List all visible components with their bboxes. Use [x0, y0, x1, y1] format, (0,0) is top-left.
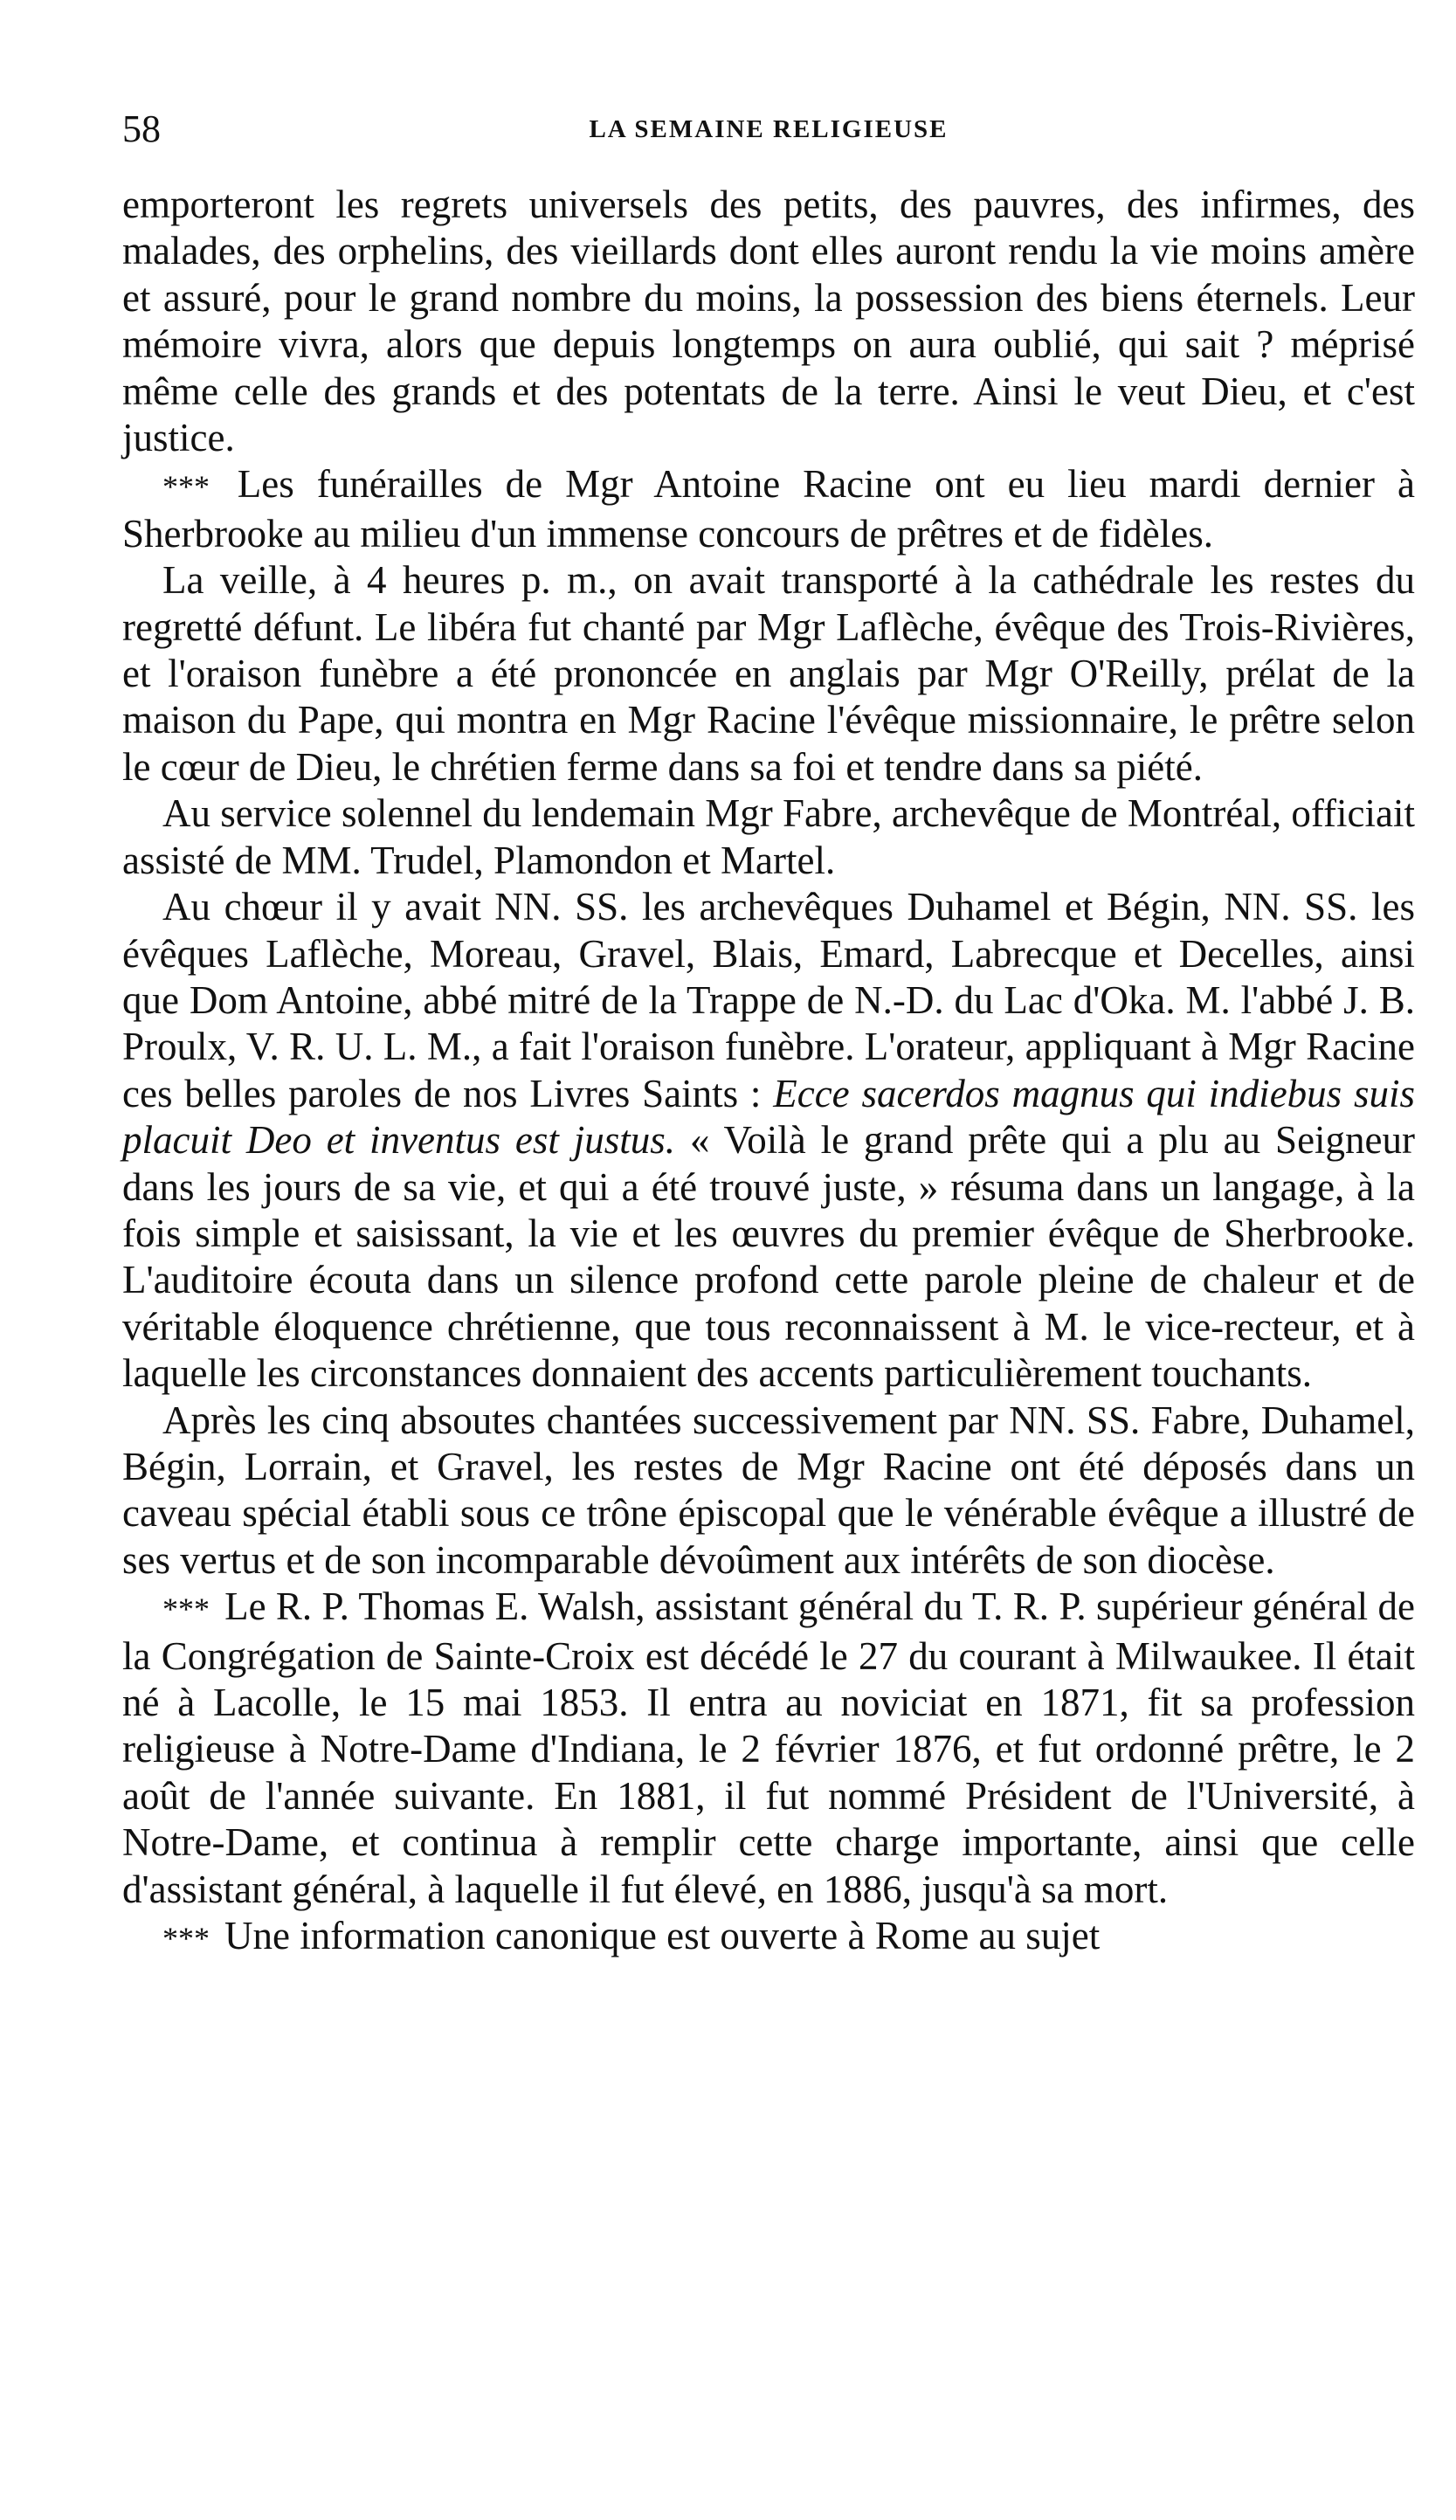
asterism-mark: ***	[162, 469, 231, 505]
paragraph-veille	[122, 557, 1415, 791]
paragraph-text: Une information canonique est ouverte à Rome au sujet	[224, 1914, 1101, 1958]
page-number: 58	[122, 107, 161, 150]
running-title: LA SEMAINE RELIGIEUSE	[589, 115, 949, 143]
paragraph-absoutes	[122, 1398, 1415, 1584]
paragraph-information	[122, 1913, 1415, 1962]
page-header	[122, 103, 1415, 155]
paragraph-text: Au service solennel du lendemain Mgr Fabre, archevêque de Montréal, officiait assisté de MM. Trudel, Plamondon et Martel.	[122, 791, 1415, 882]
paragraph-continuation	[122, 182, 1415, 461]
paragraph-text: Les funérailles de Mgr Antoine Racine ont eu lieu mardi dernier à Sherbrooke au milieu d'un immense concours de prêtres et de fidèles.	[122, 462, 1416, 556]
article-body	[122, 182, 1415, 1962]
paragraph-text-after: « Voilà le grand prête qui a plu au Seigneur dans les jours de sa vie, et qui a été trouvé juste, » résuma dans un langage, à la fois simple et saisissant, la vie et les œuvres du premier évêque de Sherbrooke. L'auditoire écouta dans un silence profond cette parole pleine de chaleur et de véritable éloquence chrétienne, que tous reconnaissent à M. le vice-recteur, et à laquelle les circonstances donnaient des accents particulièrement touchants.	[122, 1118, 1415, 1396]
paragraph-text: Après les cinq absoutes chantées successivement par NN. SS. Fabre, Duhamel, Bégin, Lorrain, et Gravel, les restes de Mgr Racine ont été déposés dans un caveau spécial établi sous ce trône épiscopal que le vénérable évêque a illustré de ses vertus et de son incomparable dévoûment aux intérêts de son diocèse.	[122, 1398, 1415, 1582]
paragraph-choeur	[122, 884, 1415, 1397]
latin-quote: Ecce sacerdos magnus qui indiebus suis placuit Deo et inventus est justus.	[122, 1071, 1416, 1163]
paragraph-text: Au chœur il y avait NN. SS. les archevêques Duhamel et Bégin, NN. SS. les évêques Laflèche, Moreau, Gravel, Blais, Emard, Labrecque et Decelles, ainsi que Dom Antoine, abbé mitré de la Trappe de N.-D. du Lac d'Oka. M. l'abbé J. B. Proulx, V. R. U. L. M., a fait l'oraison funèbre. L'orateur, appliquant à Mgr Racine ces belles paroles de nos Livres Saints :	[122, 885, 1415, 1115]
paragraph-text: Le R. P. Thomas E. Walsh, assistant général du T. R. P. supérieur général de la Congrégation de Sainte-Croix est décédé le 27 du courant à Milwaukee. Il était né à Lacolle, le 15 mai 1853. Il entra au noviciat en 1871, fit sa profession religieuse à Notre-Dame d'Indiana, le 2 février 1876, et fut ordonné prêtre, le 2 août de l'année suivante. En 1881, il fut nommé Président de l'Université, à Notre-Dame, et continua à remplir cette charge importante, ainsi que celle d'assistant général, à laquelle il fut élevé, en 1886, jusqu'à sa mort.	[122, 1584, 1416, 1911]
paragraph-walsh	[122, 1584, 1415, 1913]
paragraph-text: emporteront les regrets universels des petits, des pauvres, des infirmes, des malades, des orphelins, des vieillards dont elles auront rendu la vie moins amère et assuré, pour le grand nombre du moins, la possession des biens éternels. Leur mémoire vivra, alors que depuis longtemps on aura oublié, qui sait ? méprisé même celle des grands et des potentats de la terre. Ainsi le veut Dieu, et c'est justice.	[122, 183, 1415, 460]
paragraph-service	[122, 791, 1415, 884]
paragraph-funerailles	[122, 461, 1415, 557]
asterism-mark: ***	[162, 1921, 217, 1957]
paragraph-text: La veille, à 4 heures p. m., on avait transporté à la cathédrale les restes du regretté défunt. Le libéra fut chanté par Mgr Laflèche, évêque des Trois-Rivières, et l'oraison funèbre a été prononcée en anglais par Mgr O'Reilly, prélat de la maison du Pape, qui montra en Mgr Racine l'évêque missionnaire, le prêtre selon le cœur de Dieu, le chrétien ferme dans sa foi et tendre dans sa piété.	[122, 558, 1415, 789]
asterism-mark: ***	[162, 1591, 218, 1627]
